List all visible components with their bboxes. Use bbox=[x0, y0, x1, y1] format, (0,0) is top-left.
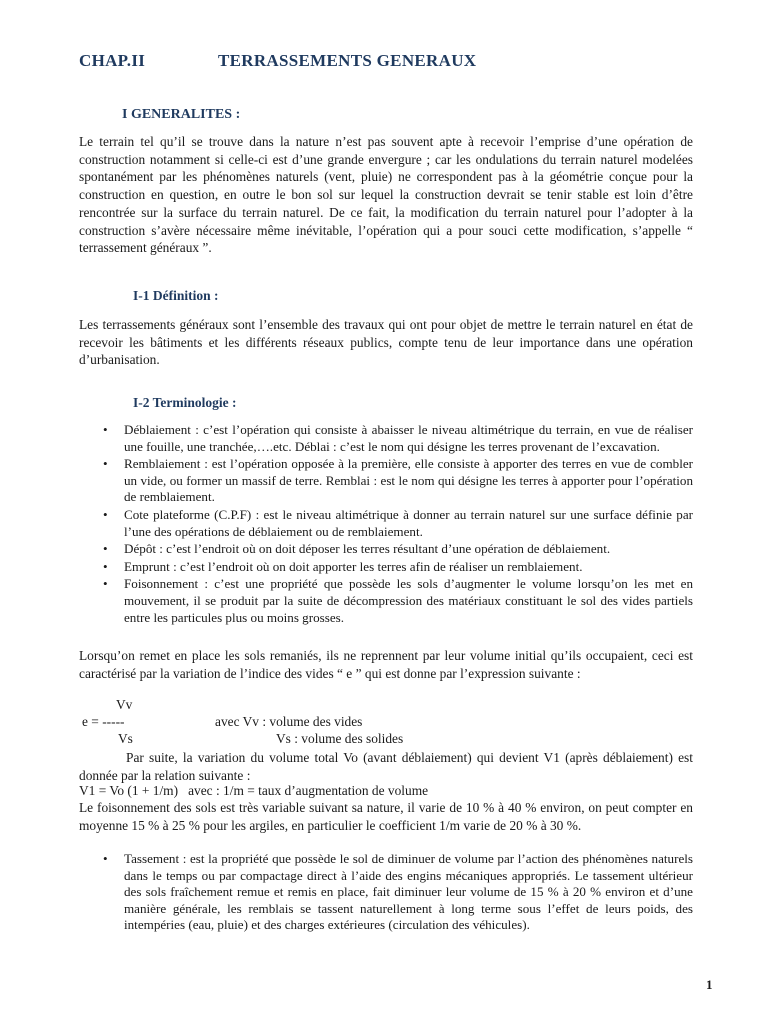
list-item bbox=[79, 541, 693, 558]
generalites-paragraph: Le terrain tel qu’il se trouve dans la nature n’est pas souvent apte à recevoir l’emprise d’une opération de construction notamment si celle-ci est d’une grande envergure ; car les ondulations du terrain naturel modelées spontanément par les phénomènes naturels (vent, pluie) ne correspondent pas à la géométrie conçue pour la construction en question, en outre le bon sol sur lequel la construction devrait se tenir stable est loin d’être rencontrée sur la surface du terrain naturel. De ce fait, la modification du terrain naturel pour l’adopter à la construction s’avère nécessaire même inévitable, l’opération qui a pour souci cette modification, s’appelle “ terrassement généraux ”. bbox=[79, 134, 693, 256]
bullet-icon: • bbox=[103, 456, 108, 472]
formula-lhs: e = ----- bbox=[82, 714, 125, 729]
formula-numerator: Vv bbox=[116, 697, 133, 712]
indice-vides-paragraph: Lorsqu’on remet en place les sols remaniés, ils ne reprennent par leur volume initial qu’ils occupaient, ceci est caractérisé par la variation de l’indice des vides “ e ” qui est donne par l’expression suivante : bbox=[79, 648, 693, 681]
list-item bbox=[79, 456, 693, 506]
par-suite-paragraph: Par suite, la variation du volume total Vo (avant déblaiement) qui devient V1 (après déblaiement) est donnée par la relation suivante : bbox=[79, 750, 693, 783]
terminology-list bbox=[79, 422, 693, 627]
bullet-icon: • bbox=[103, 576, 108, 592]
list-item bbox=[79, 851, 693, 934]
list-item-text: Déblaiement : c’est l’opération qui consiste à abaisser le niveau altimétrique du terrain, en vue de réaliser une fouille, une tranchée,….etc. Déblai : c’est le nom qui désigne les terres provenant de l’excavation. bbox=[124, 422, 693, 454]
chapter-header bbox=[79, 51, 699, 75]
formula-denominator: Vs bbox=[118, 731, 133, 746]
chapter-number: CHAP.II bbox=[79, 51, 146, 70]
list-item bbox=[79, 422, 693, 455]
bullet-icon: • bbox=[103, 506, 108, 522]
section-heading-definition: I-1 Définition : bbox=[133, 288, 219, 303]
bullet-icon: • bbox=[103, 422, 108, 437]
list-item-text: Emprunt : c’est l’endroit où on doit apporter les terres afin de réaliser un remblaiement. bbox=[124, 558, 583, 574]
list-item bbox=[79, 507, 693, 540]
section-heading-terminologie: I-2 Terminologie : bbox=[133, 395, 237, 410]
list-item-text: Tassement : est la propriété que possède le sol de diminuer de volume par l’action des phénomènes naturels dans le temps ou par compactage direct à l’aide des engins mécaniques appropriés. Le tassement ultérieur des sols fraîchement remue et remis en place, fait diminuer leur volume de 15 % à 20 % environ et d’une manière générale, les remblais se tassent naturellement à long terme sous l’effet de leurs poids, des intempéries (eau, pluie) et des charges extérieures (circulation des véhicules). bbox=[124, 851, 693, 933]
list-item-text: Remblaiement : est l’opération opposée à la première, elle consiste à apporter des terres en vue de combler un vide, ou former un massif de terre. Remblai : est le nom qui désigne les terres à apporter pour l’opération de remblaiement. bbox=[124, 456, 693, 505]
tassement-list bbox=[79, 851, 693, 935]
list-item bbox=[79, 559, 693, 576]
chapter-title: TERRASSEMENTS GENERAUX bbox=[218, 51, 477, 70]
formula-vs-definition: Vs : volume des solides bbox=[276, 731, 404, 746]
foisonnement-paragraph: Le foisonnement des sols est très variable suivant sa nature, il varie de 10 % à 40 % environ, on peut compter en moyenne 15 % à 25 % pour les argiles, en particulier le coefficient 1/m varie de 20 % à 30 %. bbox=[79, 800, 693, 833]
list-item-text: Dépôt : c’est l’endroit où on doit déposer les terres résultant d’une opération de déblaiement. bbox=[124, 541, 611, 557]
definition-paragraph: Les terrassements généraux sont l’ensemble des travaux qui ont pour objet de mettre le terrain naturel en état de recevoir les bâtiments et les différents réseaux publics, compte tenu de leur importance dans une opération d’urbanisation. bbox=[79, 317, 693, 368]
volume-relation: V1 = Vo (1 + 1/m) avec : 1/m = taux d’augmentation de volume bbox=[79, 783, 429, 798]
list-item-text: Foisonnement : c’est une propriété que possède les sols d’augmenter le volume lorsqu’on les met en mouvement, il se produit par la suite de décompression des matériaux constituant le sol des vides partiels entre les particules plus ou moins grosses. bbox=[124, 576, 693, 625]
list-item bbox=[79, 576, 693, 626]
bullet-icon: • bbox=[103, 558, 108, 574]
section-heading-generalites: I GENERALITES : bbox=[122, 107, 241, 122]
formula-vv-definition: avec Vv : volume des vides bbox=[215, 714, 363, 729]
list-item-text: Cote plateforme (C.P.F) : est le niveau altimétrique à donner au terrain naturel sur une surface définie par l’une des opérations de déblaiement ou de remblaiement. bbox=[124, 506, 693, 539]
bullet-icon: • bbox=[103, 851, 108, 866]
bullet-icon: • bbox=[103, 541, 108, 557]
page-number: 1 bbox=[706, 977, 713, 992]
